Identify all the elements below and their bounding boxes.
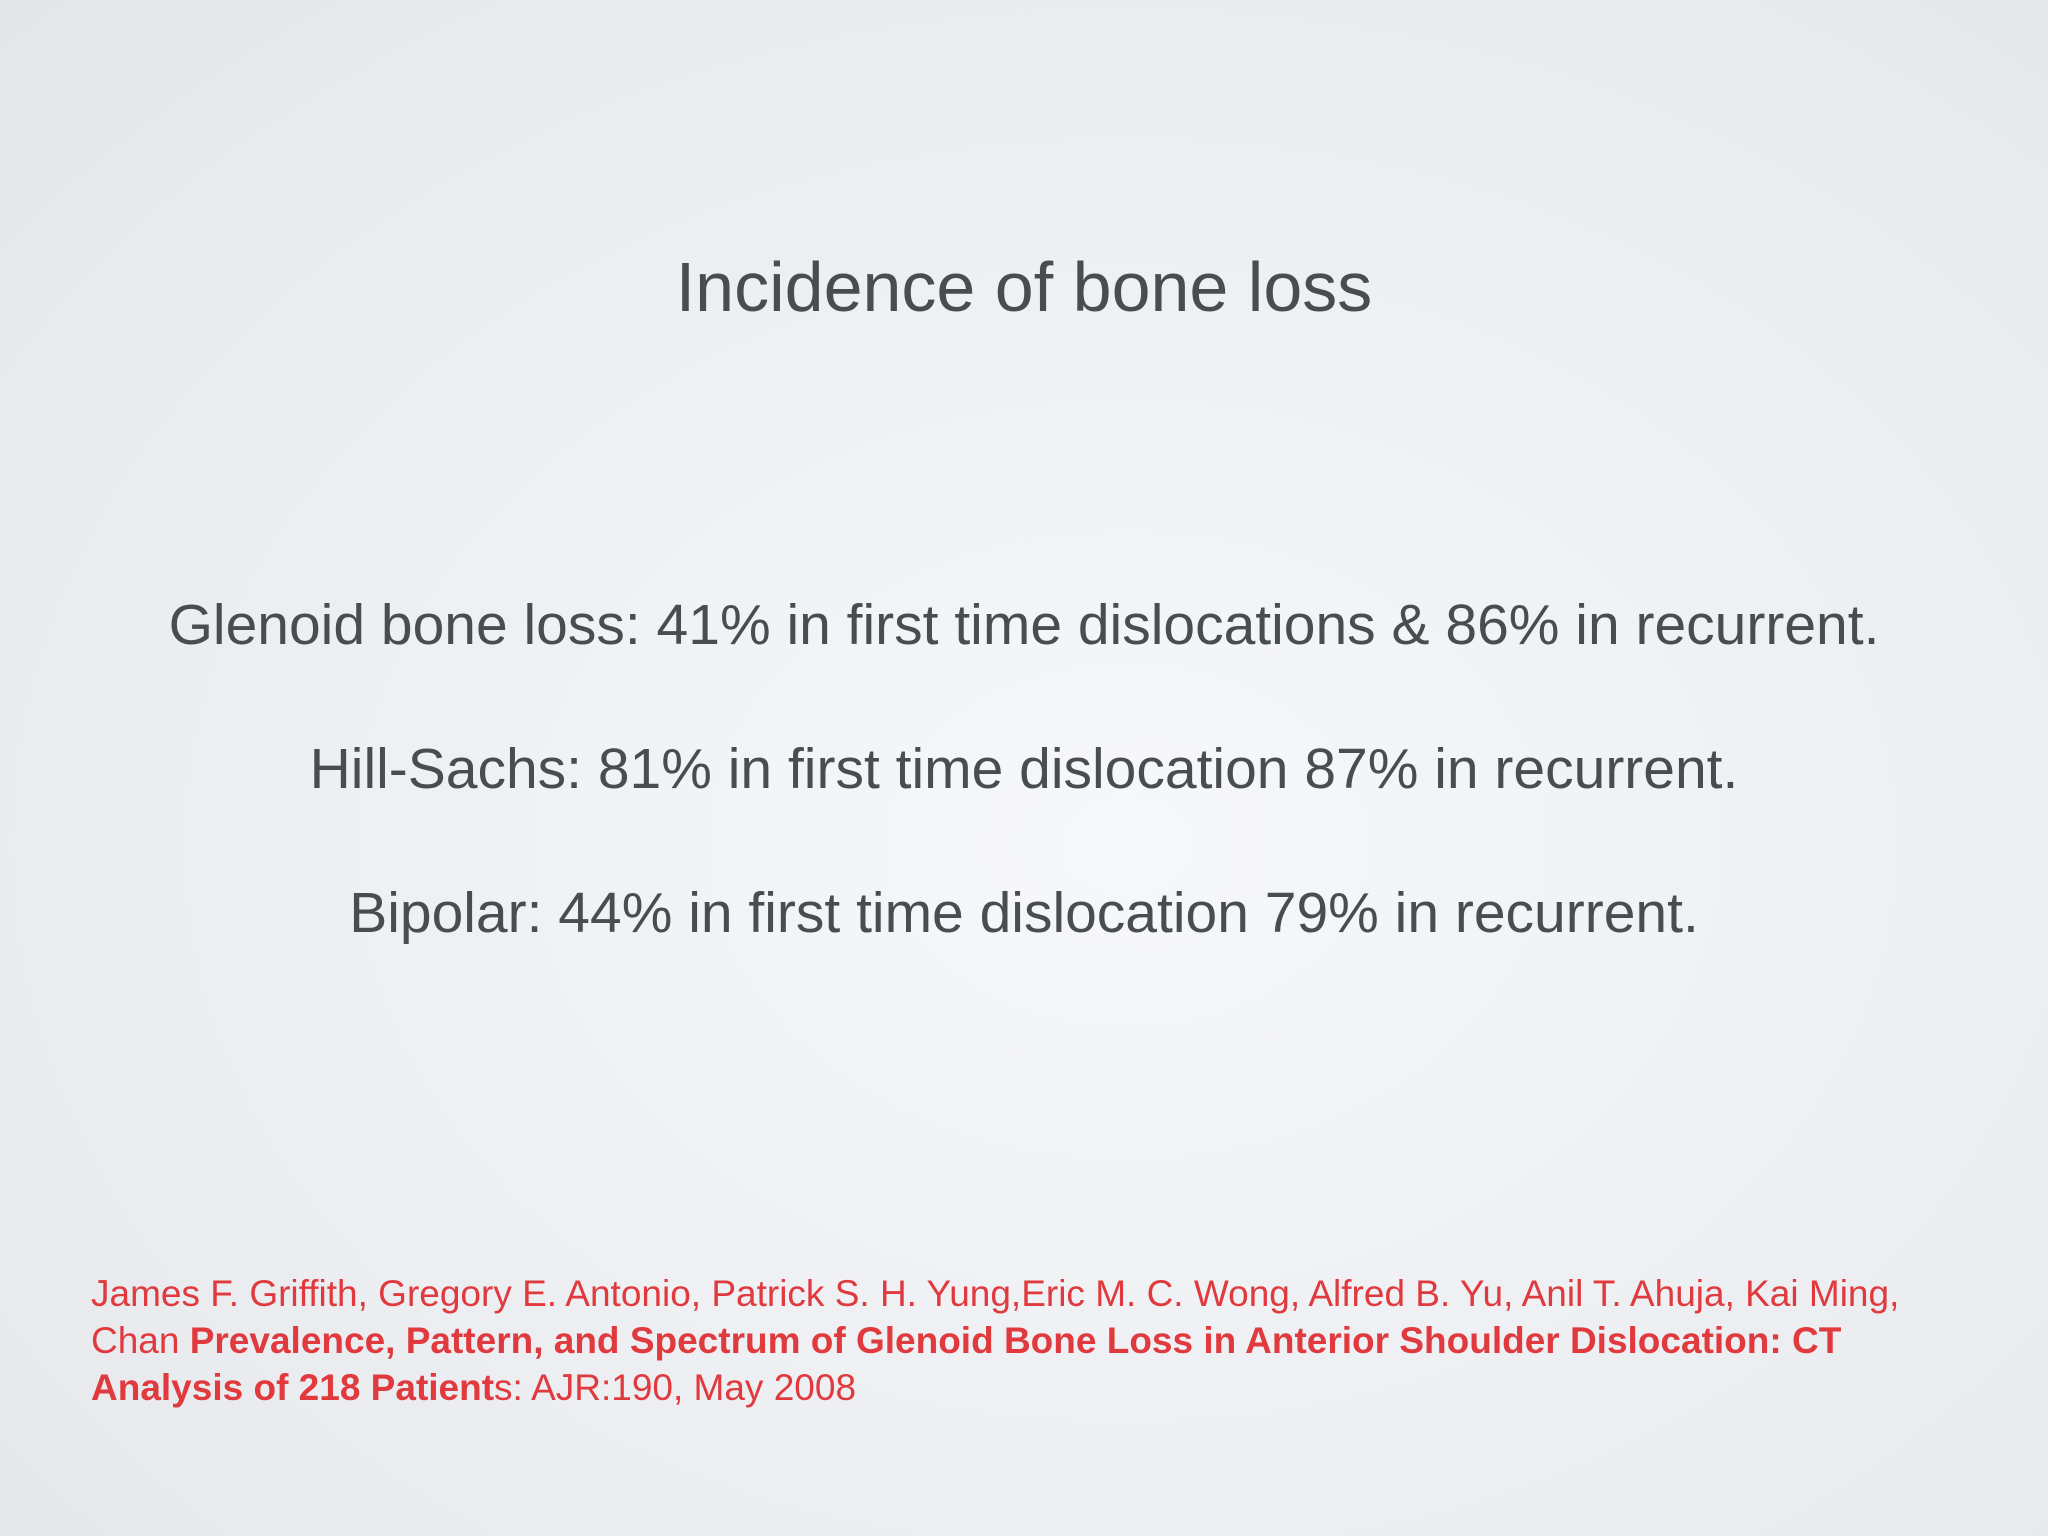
citation-journal-info: s: AJR:190, May 2008: [494, 1367, 857, 1408]
slide-title: Incidence of bone loss: [675, 248, 1373, 326]
citation-authors: James F. Griffith, Gregory E. Antonio, Patrick S. H. Yung,Eric M. C. Wong, Alfred B. Yu, Anil T. Ahuja, Kai Ming, Chan: [91, 1273, 1900, 1361]
bullet-glenoid-bone-loss: Glenoid bone loss: 41% in first time dislocations & 86% in recurrent.: [168, 593, 1880, 657]
citation-article-title: Prevalence, Pattern, and Spectrum of Glenoid Bone Loss in Anterior Shoulder Dislocation: CT Analysis of 218 Patient: [91, 1320, 1842, 1408]
bullet-hill-sachs: Hill-Sachs: 81% in first time dislocation 87% in recurrent.: [309, 737, 1739, 801]
citation: [91, 1270, 1961, 1411]
bullet-bipolar: Bipolar: 44% in first time dislocation 79% in recurrent.: [349, 881, 1699, 945]
bullet-list: [0, 592, 2048, 1024]
